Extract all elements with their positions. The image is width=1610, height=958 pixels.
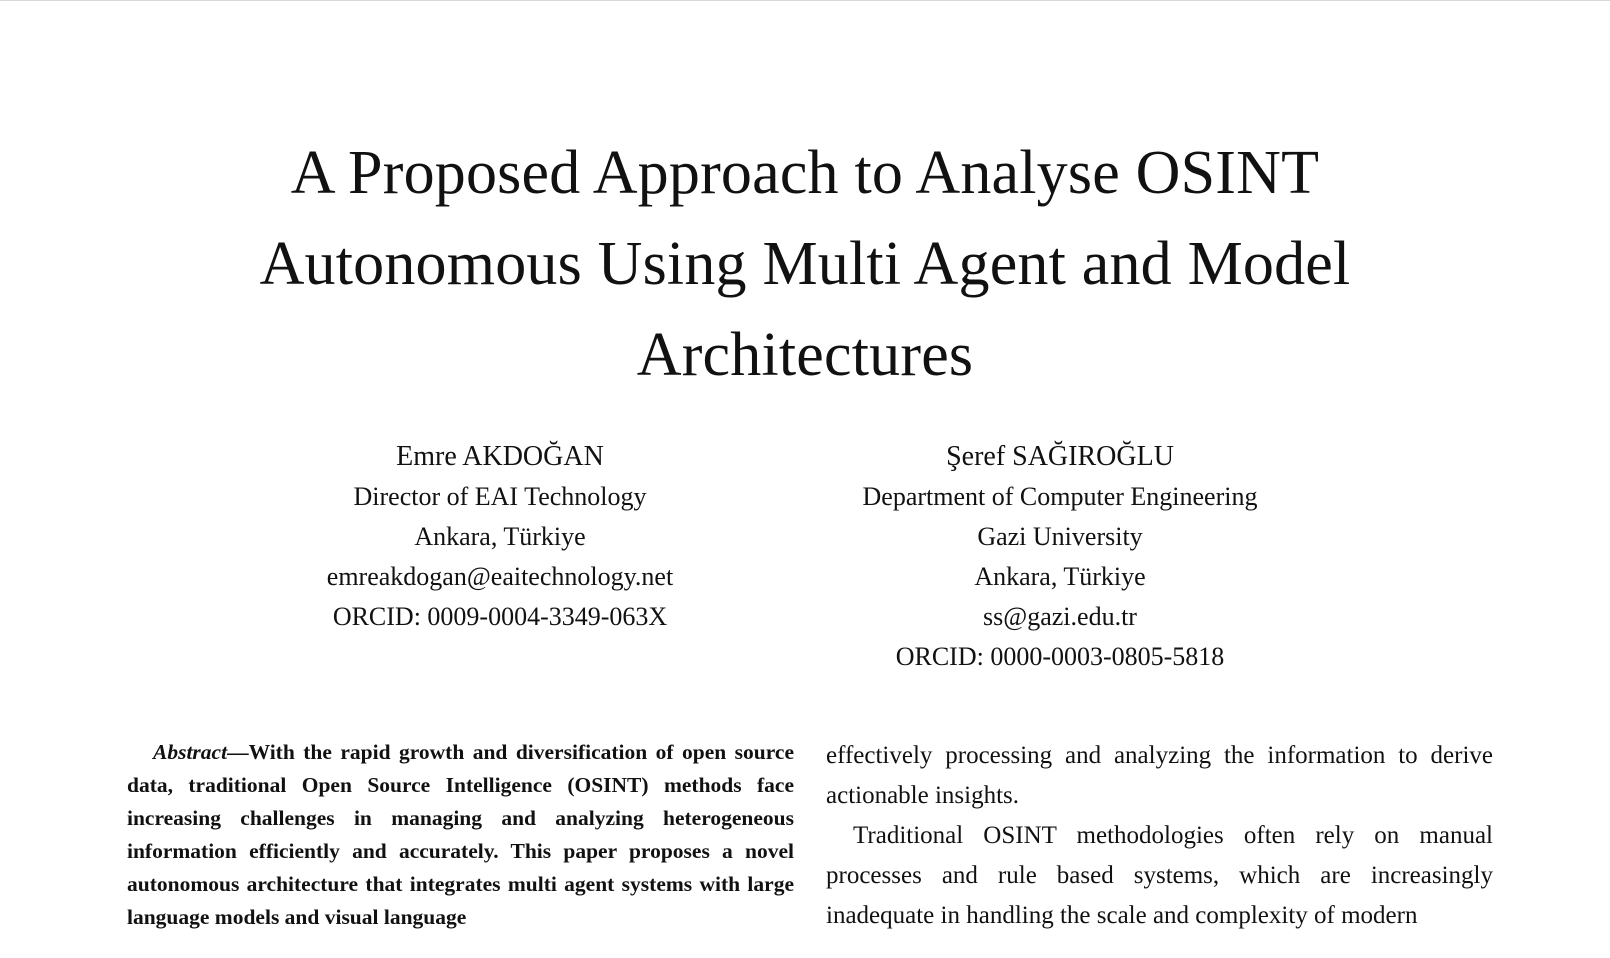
- author-name: Şeref SAĞIROĞLU: [946, 441, 1174, 472]
- right-column: [826, 736, 1493, 936]
- abstract-dash: —: [227, 740, 249, 764]
- left-column: [127, 736, 794, 934]
- author-department: Department of Computer Engineering: [862, 482, 1258, 511]
- author-orcid: ORCID: 0000-0003-0805-5818: [895, 642, 1225, 671]
- body-paragraph: Traditional OSINT methodologies often rely on manual processes and rule based systems, which are increasingly inadequate in handling the scale and complexity of modern: [826, 822, 1493, 929]
- author-location: Ankara, Türkiye: [974, 562, 1146, 591]
- abstract: [127, 736, 794, 934]
- title-line-3: Architectures: [636, 321, 974, 389]
- author-block-2: [860, 436, 1260, 677]
- page-top-rule: [0, 0, 1610, 1]
- author-affiliation: Gazi University: [977, 522, 1143, 551]
- author-email: emreakdogan@eaitechnology.net: [326, 562, 674, 591]
- paper-title: [0, 128, 1610, 401]
- author-orcid: ORCID: 0009-0004-3349-063X: [332, 602, 668, 631]
- author-name: Emre AKDOĞAN: [396, 441, 604, 472]
- title-line-1: A Proposed Approach to Analyse OSINT: [290, 139, 1320, 207]
- abstract-label: Abstract: [153, 740, 228, 764]
- abstract-text: With the rapid growth and diversification of open source data, traditional Open Source Intelligence (OSINT) methods face increasing challenges in managing and analyzing heterogeneous information efficiently and accurately. This paper proposes a novel autonomous architecture that integrates multi agent systems with large language models and visual language: [127, 740, 794, 929]
- author-block-1: [300, 436, 700, 637]
- body-paragraph: effectively processing and analyzing the information to derive actionable insights.: [826, 742, 1493, 809]
- author-email: ss@gazi.edu.tr: [983, 602, 1137, 631]
- author-affiliation: Director of EAI Technology: [353, 482, 647, 511]
- author-location: Ankara, Türkiye: [414, 522, 586, 551]
- title-line-2: Autonomous Using Multi Agent and Model: [259, 230, 1351, 298]
